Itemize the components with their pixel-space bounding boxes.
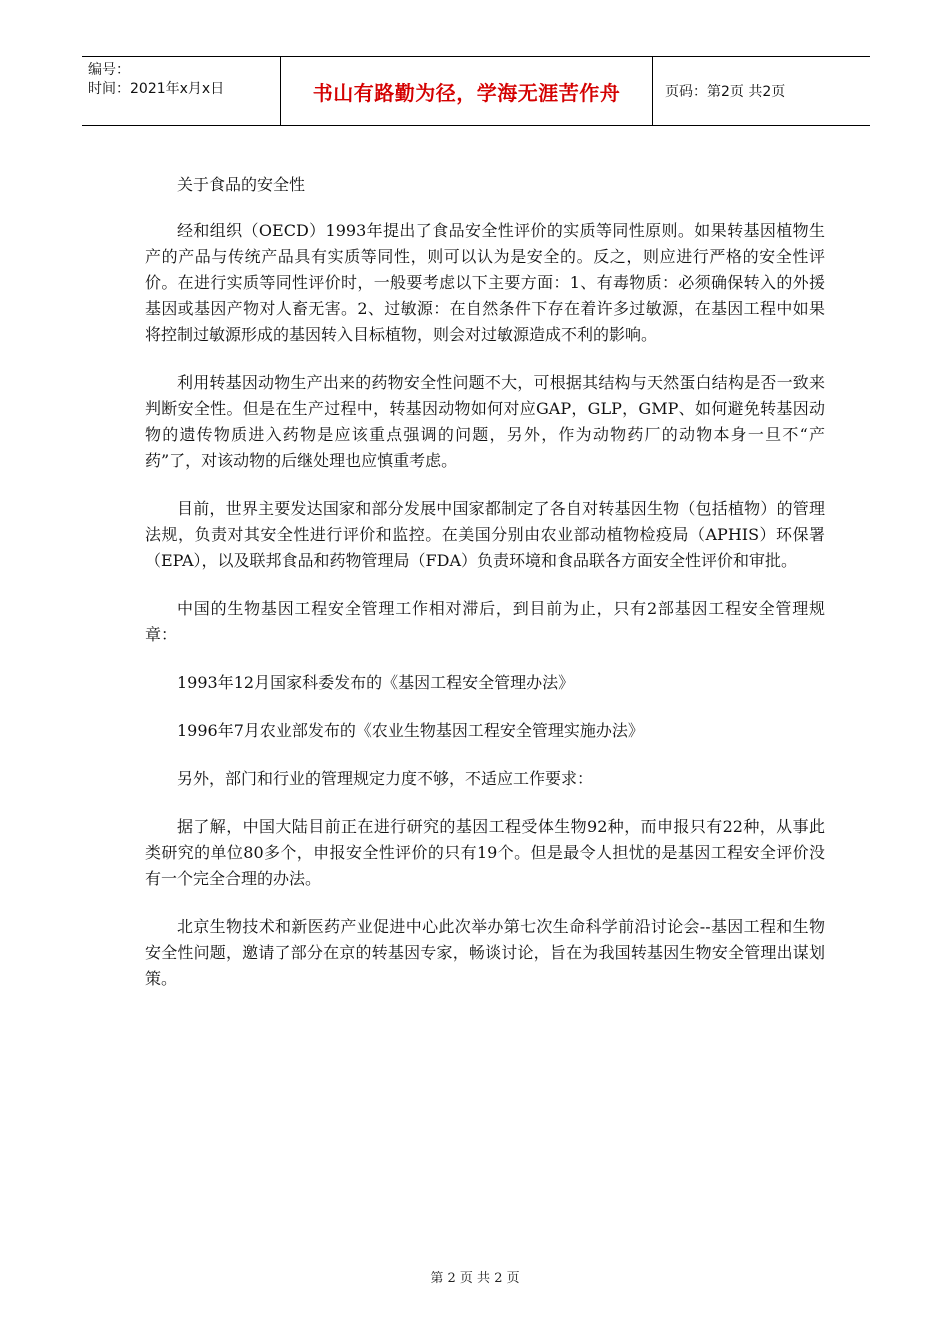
paragraph: 目前，世界主要发达国家和部分发展中国家都制定了各自对转基因生物（包括植物）的管理法规，负责对其安全性进行评价和监控。在美国分别由农业部动植物检疫局（APHIS）环保署（EPA），以及联邦食品和药物管理局（FDA）负责环境和食品联各方面安全性评价和审批。 bbox=[145, 499, 825, 570]
paragraph: 据了解，中国大陆目前正在进行研究的基因工程受体生物92种，而申报只有22种，从事此类研究的单位80多个，申报安全性评价的只有19个。但是最令人担忧的是基因工程安全评价没有一个完全合理的办法。 bbox=[145, 817, 825, 888]
regulation-item: 1993年12月国家科委发布的《基因工程安全管理办法》 bbox=[177, 673, 575, 692]
document-number-label: 编号： bbox=[88, 62, 130, 78]
paragraph: 经和组织（OECD）1993年提出了食品安全性评价的实质等同性原则。如果转基因植物生产的产品与传统产品具有实质等同性，则可以认为是安全的。反之，则应进行严格的安全性评价。在进行实质等同性评价时，一般要考虑以下主要方面：1、有毒物质：必须确保转入的外援基因或基因产物对人畜无害。2、过敏源：在自然条件下存在着许多过敏源，在基因工程中如果将控制过敏源形成的基因转入目标植物，则会对过敏源造成不利的影响。 bbox=[145, 221, 825, 344]
paragraph: 北京生物技术和新医药产业促进中心此次举办第七次生命科学前沿讨论会--基因工程和生物安全性问题，邀请了部分在京的转基因专家，畅谈讨论，旨在为我国转基因生物安全管理出谋划策。 bbox=[145, 917, 825, 988]
page-footer bbox=[0, 1267, 950, 1286]
paragraph: 中国的生物基因工程安全管理工作相对滞后，到目前为止，只有2部基因工程安全管理规章： bbox=[145, 599, 825, 644]
document-body bbox=[145, 172, 825, 1014]
header-page-cell bbox=[653, 57, 870, 125]
document-date-label: 时间：2021年x月x日 bbox=[88, 81, 225, 97]
header-motto-cell bbox=[281, 57, 653, 125]
document-header bbox=[82, 56, 870, 126]
regulation-item: 1996年7月农业部发布的《农业生物基因工程安全管理实施办法》 bbox=[177, 721, 644, 740]
header-meta-cell bbox=[82, 57, 281, 125]
header-page-info: 页码：第2页 共2页 bbox=[665, 84, 786, 100]
paragraph: 另外，部门和行业的管理规定力度不够，不适应工作要求： bbox=[177, 769, 594, 788]
section-title: 关于食品的安全性 bbox=[177, 175, 306, 194]
header-motto: 书山有路勤为径，学海无涯苦作舟 bbox=[312, 80, 621, 105]
paragraph: 利用转基因动物生产出来的药物安全性问题不大，可根据其结构与天然蛋白结构是否一致来判断安全性。但是在生产过程中，转基因动物如何对应GAP，GLP，GMP、如何避免转基因动物的遗传物质进入药物是应该重点强调的问题，另外，作为动物药厂的动物本身一旦不“产药”了，对该动物的后继处理也应慎重考虑。 bbox=[145, 373, 825, 470]
footer-page-number: 第 2 页 共 2 页 bbox=[430, 1271, 520, 1286]
